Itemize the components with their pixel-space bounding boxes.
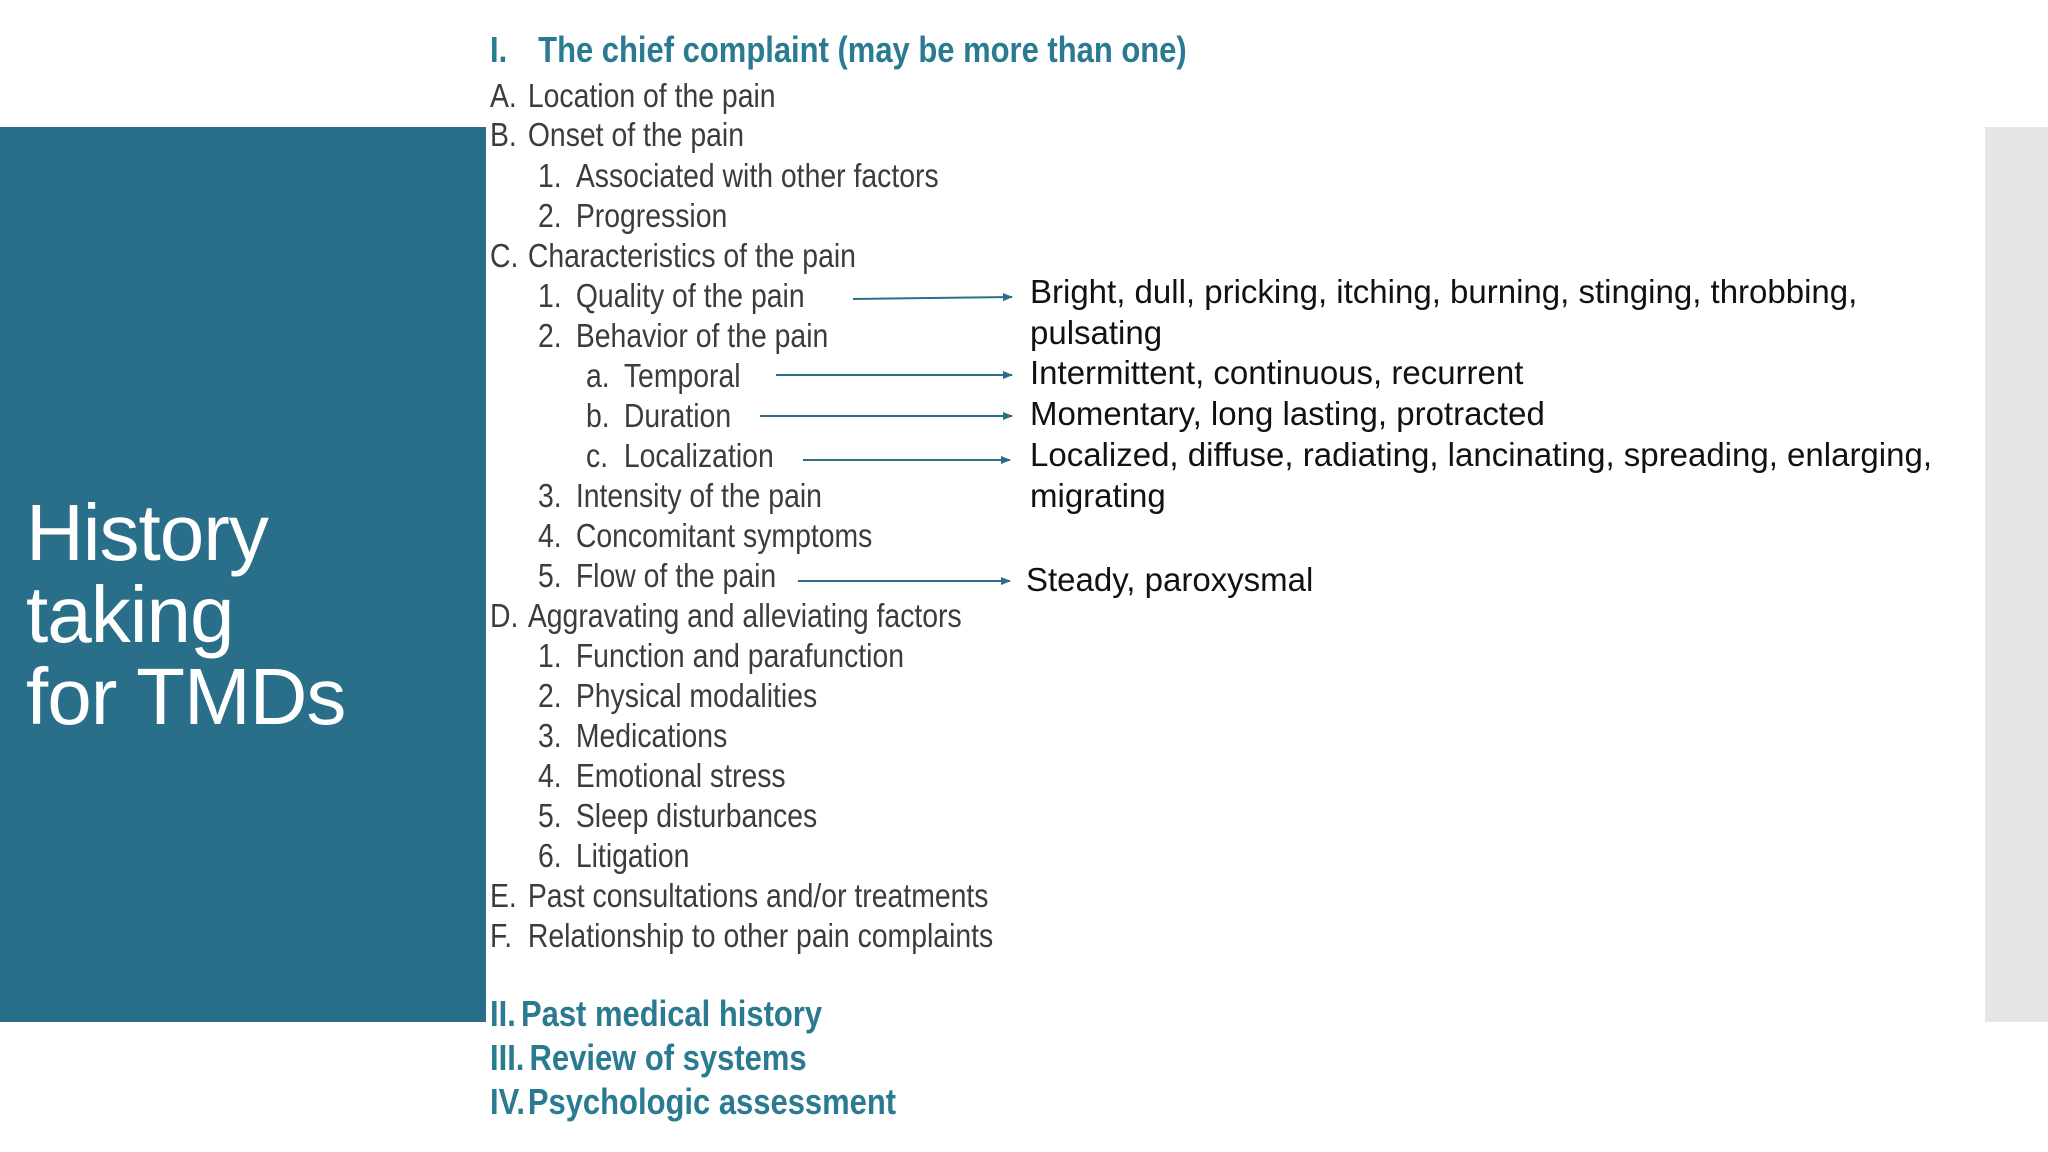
- item-text: Emotional stress: [575, 757, 786, 794]
- heading-marker: III.: [490, 1037, 525, 1078]
- item-marker: 1.: [538, 277, 562, 314]
- item-marker: 3.: [538, 717, 562, 754]
- item-text: Function and parafunction: [575, 637, 905, 674]
- item-marker: 1.: [538, 637, 562, 674]
- item-text: Relationship to other pain complaints: [527, 917, 994, 954]
- item-text: Localization: [623, 437, 774, 474]
- heading-marker: I.: [490, 29, 508, 70]
- arrow-quality: [853, 297, 1012, 299]
- heading-text: Past medical history: [520, 993, 823, 1034]
- item-marker: b.: [586, 397, 610, 434]
- item-text: Intensity of the pain: [575, 477, 822, 514]
- note-duration: Momentary, long lasting, protracted: [1030, 395, 1545, 432]
- item-text: Sleep disturbances: [575, 797, 818, 834]
- item-text: Temporal: [623, 357, 741, 394]
- item-marker: B.: [490, 116, 517, 153]
- item-marker: 3.: [538, 477, 562, 514]
- item-marker: 2.: [538, 677, 562, 714]
- heading-marker: IV.: [490, 1081, 526, 1122]
- item-text: Medications: [575, 717, 728, 754]
- slide-title-line-1: History taking: [26, 488, 268, 659]
- item-text: Progression: [575, 197, 728, 234]
- item-text: Behavior of the pain: [575, 317, 829, 354]
- item-marker: 4.: [538, 517, 562, 554]
- item-marker: E.: [490, 877, 517, 914]
- item-text: Location of the pain: [527, 77, 776, 114]
- item-text: Associated with other factors: [575, 157, 939, 194]
- item-marker: D.: [490, 597, 519, 634]
- note-quality-line-1: Bright, dull, pricking, itching, burning, stinging, throbbing,: [1030, 273, 1858, 310]
- heading-marker: II.: [490, 993, 516, 1034]
- item-marker: 5.: [538, 557, 562, 594]
- item-text: Onset of the pain: [527, 116, 744, 153]
- item-marker: 5.: [538, 797, 562, 834]
- slide-title-line-2: for TMDs: [26, 652, 346, 741]
- item-text: Aggravating and alleviating factors: [527, 597, 962, 634]
- item-marker: 6.: [538, 837, 562, 874]
- item-text: Litigation: [575, 837, 690, 874]
- item-marker: C.: [490, 237, 519, 274]
- item-marker: A.: [490, 77, 517, 114]
- note-temporal: Intermittent, continuous, recurrent: [1030, 354, 1524, 391]
- note-localization-line-2: migrating: [1030, 477, 1166, 514]
- heading-text: Psychologic assessment: [527, 1081, 897, 1122]
- item-text: Characteristics of the pain: [527, 237, 856, 274]
- note-localization-line-1: Localized, diffuse, radiating, lancinating, spreading, enlarging,: [1030, 436, 1932, 473]
- heading-text: Review of systems: [529, 1037, 807, 1078]
- item-marker: F.: [490, 917, 513, 954]
- note-quality-line-2: pulsating: [1030, 314, 1163, 351]
- item-text: Flow of the pain: [575, 557, 777, 594]
- item-marker: 2.: [538, 317, 562, 354]
- item-marker: 1.: [538, 157, 562, 194]
- item-marker: c.: [586, 437, 609, 474]
- item-text: Duration: [623, 397, 732, 434]
- item-text: Past consultations and/or treatments: [527, 877, 989, 914]
- item-text: Concomitant symptoms: [575, 517, 873, 554]
- item-marker: 4.: [538, 757, 562, 794]
- item-marker: 2.: [538, 197, 562, 234]
- item-marker: a.: [586, 357, 610, 394]
- item-text: Quality of the pain: [575, 277, 805, 314]
- heading-text: The chief complaint (may be more than one): [538, 29, 1187, 70]
- note-flow: Steady, paroxysmal: [1026, 561, 1314, 598]
- item-text: Physical modalities: [575, 677, 818, 714]
